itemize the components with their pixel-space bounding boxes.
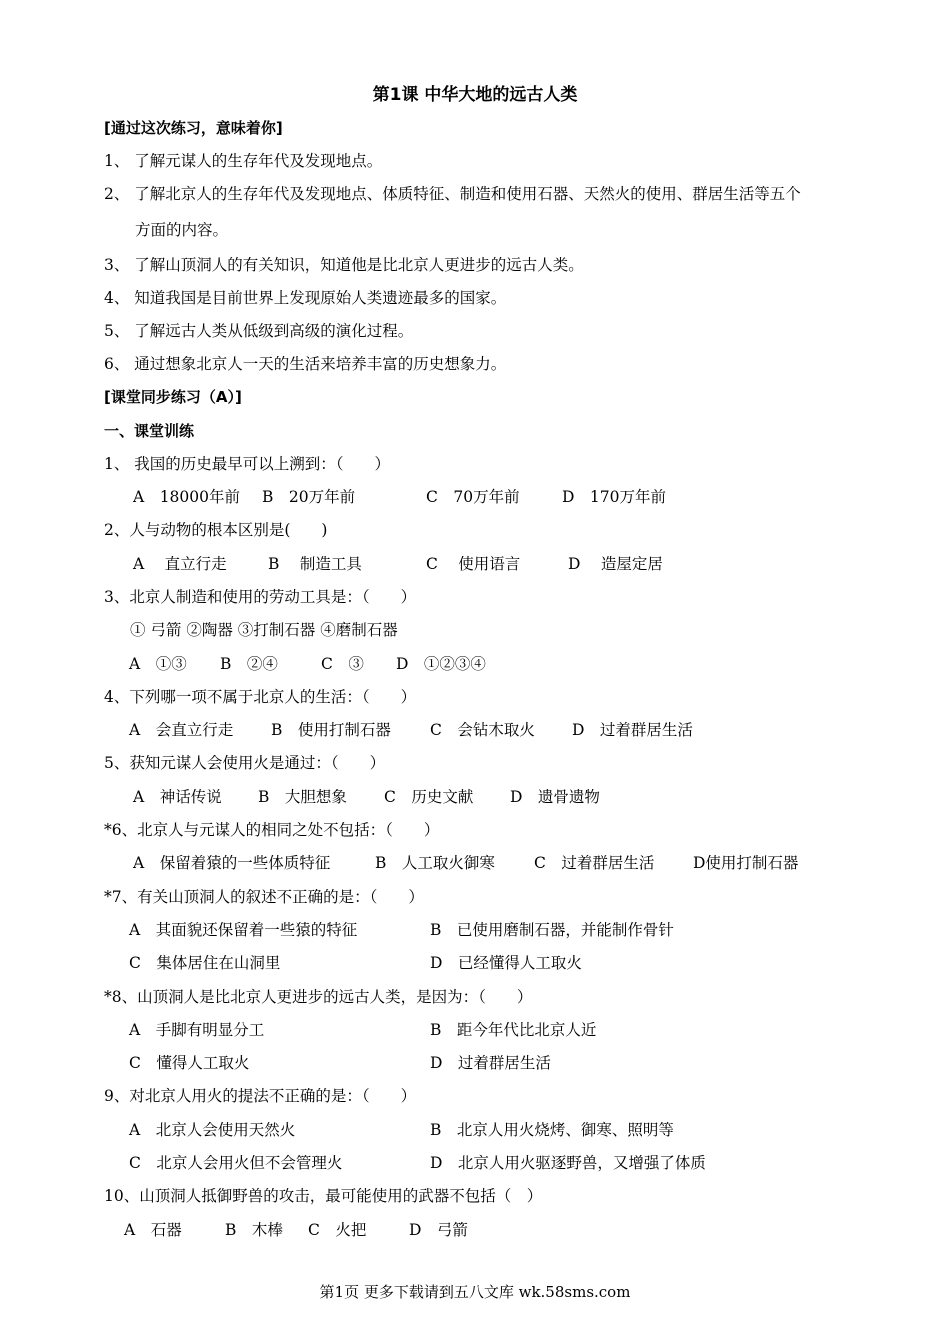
question-stem: 4、下列哪一项不属于北京人的生活：（ ）: [104, 688, 417, 706]
option-c: C 过着群居生活: [534, 854, 655, 872]
option-a: A 会直立行走: [129, 721, 234, 739]
question-stem: 10、山顶洞人抵御野兽的攻击，最可能使用的武器不包括（ ）: [104, 1187, 543, 1205]
option-c: C 历史文献: [384, 788, 474, 806]
page-footer: 第1页 更多下载请到五八文库 wk.58sms.com: [319, 1283, 631, 1301]
option-d: D 遗骨遗物: [510, 788, 600, 806]
option-d: D 过着群居生活: [572, 721, 693, 739]
option-b: B 大胆想象: [258, 788, 347, 806]
question-stem: *7、有关山顶洞人的叙述不正确的是：（ ）: [104, 888, 424, 906]
option-b: B 人工取火御寒: [375, 854, 495, 872]
question-stem: 5、获知元谋人会使用火是通过：（ ）: [104, 754, 386, 772]
subsection-heading: 一、课堂训练: [104, 422, 195, 440]
option-a: A 保留着猿的一些体质特征: [133, 854, 331, 872]
question-stem: 1、 我国的历史最早可以上溯到：（ ）: [104, 455, 391, 473]
goal-item: 2、 了解北京人的生存年代及发现地点、体质特征、制造和使用石器、天然火的使用、群居生活等五个: [104, 185, 801, 203]
option-c: C 火把: [308, 1221, 367, 1239]
option-c: C 使用语言: [426, 555, 521, 573]
option-b: B ②④: [220, 655, 278, 673]
goal-item: 3、 了解山顶洞人的有关知识，知道他是比北京人更进步的远古人类。: [104, 256, 584, 274]
option-c: C 懂得人工取火: [129, 1054, 250, 1072]
option-b: B 20万年前: [262, 488, 356, 506]
option-b: B 使用打制石器: [271, 721, 391, 739]
option-a: A 手脚有明显分工: [129, 1021, 265, 1039]
option-d: D 已经懂得人工取火: [430, 954, 582, 972]
option-c: C ③: [321, 655, 364, 673]
goal-item-continuation: 方面的内容。: [135, 221, 229, 239]
option-c: C 70万年前: [426, 488, 520, 506]
option-a: A 石器: [124, 1221, 182, 1239]
option-b: B 距今年代比北京人近: [430, 1021, 597, 1039]
option-d: D 170万年前: [562, 488, 667, 506]
question-stem: *6、北京人与元谋人的相同之处不包括：（ ）: [104, 821, 440, 839]
option-a: A 其面貌还保留着一些猿的特征: [129, 921, 358, 939]
option-b: B 北京人用火烧烤、御寒、照明等: [430, 1121, 674, 1139]
option-a: A 18000年前: [133, 488, 241, 506]
question-sub-items: ① 弓箭 ②陶器 ③打制石器 ④磨制石器: [130, 621, 398, 639]
question-stem: 3、北京人制造和使用的劳动工具是：（ ）: [104, 588, 417, 606]
option-d: D 造屋定居: [568, 555, 663, 573]
option-c: C 会钻木取火: [430, 721, 535, 739]
option-d: D ①②③④: [396, 655, 486, 673]
goal-item: 5、 了解远古人类从低级到高级的演化过程。: [104, 322, 414, 340]
option-b: B 已使用磨制石器，并能制作骨针: [430, 921, 674, 939]
question-stem: 2、人与动物的根本区别是( ): [104, 521, 328, 539]
question-stem: *8、山顶洞人是比北京人更进步的远古人类，是因为：（ ）: [104, 988, 533, 1006]
option-a: A 直立行走: [133, 555, 227, 573]
option-b: B 木棒: [225, 1221, 283, 1239]
section-heading-goals: [通过这次练习，意味着你]: [104, 119, 283, 137]
option-d: D 过着群居生活: [430, 1054, 551, 1072]
option-a: A 北京人会使用天然火: [129, 1121, 296, 1139]
question-stem: 9、对北京人用火的提法不正确的是：（ ）: [104, 1087, 417, 1105]
option-d: D 弓箭: [409, 1221, 468, 1239]
option-d: D使用打制石器: [693, 854, 799, 872]
goal-item: 4、 知道我国是目前世界上发现原始人类遗迹最多的国家。: [104, 289, 507, 307]
option-a: A 神话传说: [133, 788, 222, 806]
goal-item: 1、 了解元谋人的生存年代及发现地点。: [104, 152, 383, 170]
page-title: 第1课 中华大地的远古人类: [372, 85, 578, 105]
option-a: A ①③: [129, 655, 187, 673]
option-b: B 制造工具: [268, 555, 362, 573]
option-c: C 北京人会用火但不会管理火: [129, 1154, 343, 1172]
section-heading-practice: [课堂同步练习（A）]: [104, 388, 242, 406]
option-c: C 集体居住在山洞里: [129, 954, 281, 972]
option-d: D 北京人用火驱逐野兽，又增强了体质: [430, 1154, 706, 1172]
goal-item: 6、 通过想象北京人一天的生活来培养丰富的历史想象力。: [104, 355, 507, 373]
